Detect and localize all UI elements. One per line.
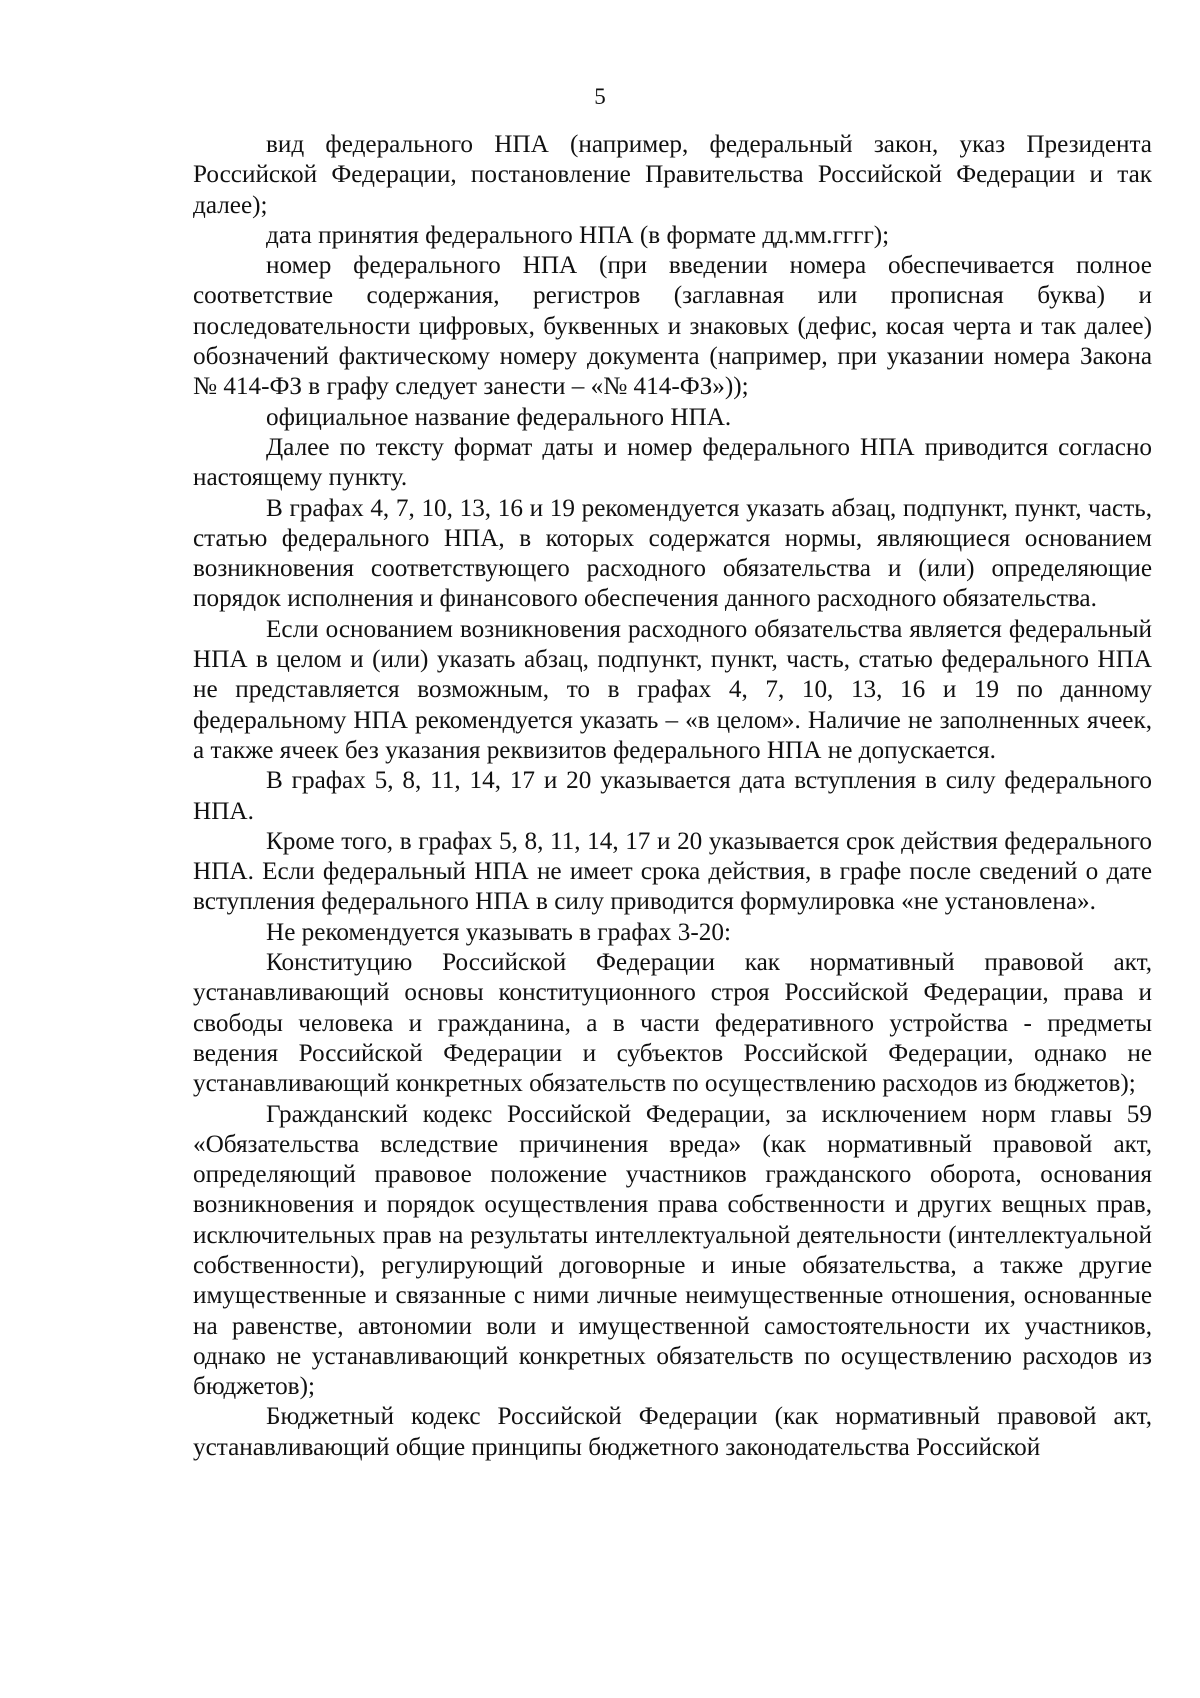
paragraph: В графах 4, 7, 10, 13, 16 и 19 рекомендуется указать абзац, подпункт, пункт, часть, статью федерального НПА, в которых содержатся нормы, являющиеся основанием возникновения соответствующего расходного обязательства и (или) определяющие порядок исполнения и финансового обеспечения данного расходного обязательства. — [193, 494, 1152, 613]
document-body — [193, 130, 1152, 1463]
paragraph: В графах 5, 8, 11, 14, 17 и 20 указывается дата вступления в силу федерального НПА. — [193, 767, 1152, 825]
paragraph: вид федерального НПА (например, федеральный закон, указ Президента Российской Федерации, постановление Правительства Российской Федерации и так далее); — [193, 131, 1152, 219]
paragraph: Если основанием возникновения расходного обязательства является федеральный НПА в целом и (или) указать абзац, подпункт, пункт, часть, статью федерального НПА не представляется возможным, то в графах 4, 7, 10, 13, 16 и 19 по данному федеральному НПА рекомендуется указать – «в целом». Наличие не заполненных ячеек, а также ячеек без указания реквизитов федерального НПА не допускается. — [193, 615, 1152, 764]
page-number: 5 — [594, 84, 606, 109]
paragraph: Не рекомендуется указывать в графах 3-20: — [266, 918, 731, 946]
paragraph: Кроме того, в графах 5, 8, 11, 14, 17 и 20 указывается срок действия федерального НПА. Если федеральный НПА не имеет срока действия, в графе после сведений о дате вступления федерального НПА в силу приводится формулировка «не установлена». — [193, 827, 1152, 916]
paragraph: Бюджетный кодекс Российской Федерации (как нормативный правовой акт, устанавливающий общие принципы бюджетного законодательства Российской — [193, 1403, 1152, 1461]
paragraph: Конституцию Российской Федерации как нормативный правовой акт, устанавливающий основы конституционного строя Российской Федерации, права и свободы человека и гражданина, а в части федеративного устройства - предметы ведения Российской Федерации и субъектов Российской Федерации, однако не устанавливающий конкретных обязательств по осуществлению расходов из бюджетов); — [193, 949, 1152, 1098]
paragraph: дата принятия федерального НПА (в формате дд.мм.гггг); — [266, 221, 890, 249]
paragraph: Далее по тексту формат даты и номер федерального НПА приводится согласно настоящему пункту. — [193, 433, 1152, 492]
paragraph: Гражданский кодекс Российской Федерации, за исключением норм главы 59 «Обязательства вследствие причинения вреда» (как нормативный правовой акт, определяющий правовое положение участников гражданского оборота, основания возникновения и порядок осуществления права собственности и других вещных прав, исключительных прав на результаты интеллектуальной деятельности (интеллектуальной собственности), регулирующий договорные и иные обязательства, а также другие имущественные и связанные с ними личные неимущественные отношения, основанные на равенстве, автономии воли и имущественной самостоятельности их участников, однако не устанавливающий конкретных обязательств по осуществлению расходов из бюджетов); — [193, 1100, 1152, 1401]
paragraph: официальное название федерального НПА. — [266, 403, 732, 431]
paragraph: номер федерального НПА (при введении номера обеспечивается полное соответствие содержания, регистров (заглавная или прописная буква) и последовательности цифровых, буквенных и знаковых (дефис, косая черта и так далее) обозначений фактическому номеру документа (например, при указании номера Закона № 414-ФЗ в графу следует занести – «№ 414-ФЗ»)); — [193, 252, 1152, 401]
